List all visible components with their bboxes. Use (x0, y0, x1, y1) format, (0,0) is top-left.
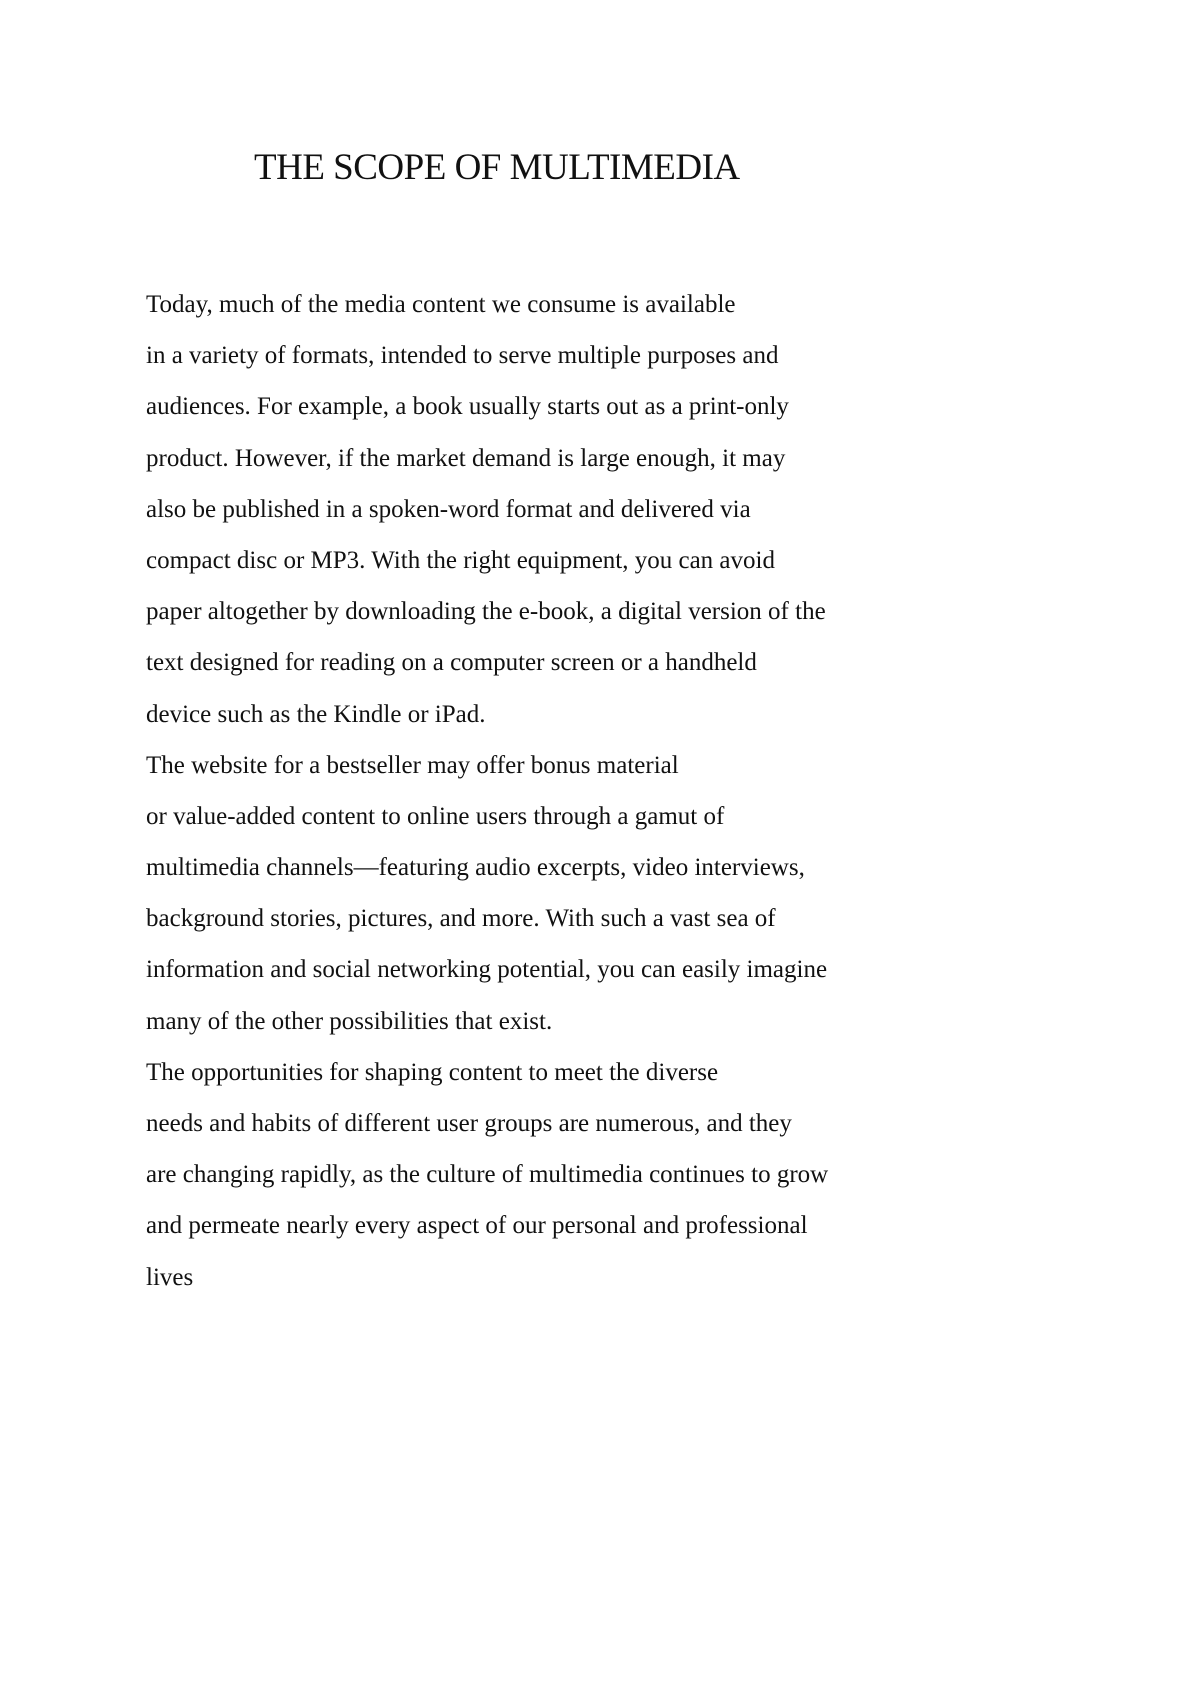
text-line: audiences. For example, a book usually starts out as a print-only (146, 393, 789, 421)
text-line: lives (146, 1263, 194, 1291)
text-line: device such as the Kindle or iPad. (146, 700, 486, 728)
text-line: many of the other possibilities that exist. (146, 1007, 553, 1035)
text-line: compact disc or MP3. With the right equipment, you can avoid (146, 546, 775, 574)
text-line: Today, much of the media content we consume is available (146, 291, 736, 318)
text-line: The opportunities for shaping content to meet the diverse (146, 1058, 719, 1086)
text-line: background stories, pictures, and more. With such a vast sea of (146, 905, 776, 933)
text-line: text designed for reading on a computer screen or a handheld (146, 649, 757, 677)
text-line: and permeate nearly every aspect of our personal and professional (146, 1212, 808, 1240)
body-text (146, 279, 1106, 1303)
text-line: information and social networking potential, you can easily imagine (146, 956, 828, 984)
text-line: paper altogether by downloading the e-book, a digital version of the (146, 598, 826, 626)
text-line: also be published in a spoken-word format and delivered via (146, 495, 751, 523)
page-title: THE SCOPE OF MULTIMEDIA (254, 147, 740, 188)
text-line: multimedia channels—featuring audio excerpts, video interviews, (146, 854, 805, 882)
text-line: needs and habits of different user groups are numerous, and they (146, 1110, 792, 1137)
text-line: are changing rapidly, as the culture of multimedia continues to grow (146, 1161, 829, 1189)
text-line: or value-added content to online users through a gamut of (146, 802, 725, 830)
text-line: product. However, if the market demand is large enough, it may (146, 444, 786, 472)
text-line: in a variety of formats, intended to serve multiple purposes and (146, 342, 779, 370)
text-line: The website for a bestseller may offer bonus material (146, 751, 679, 779)
